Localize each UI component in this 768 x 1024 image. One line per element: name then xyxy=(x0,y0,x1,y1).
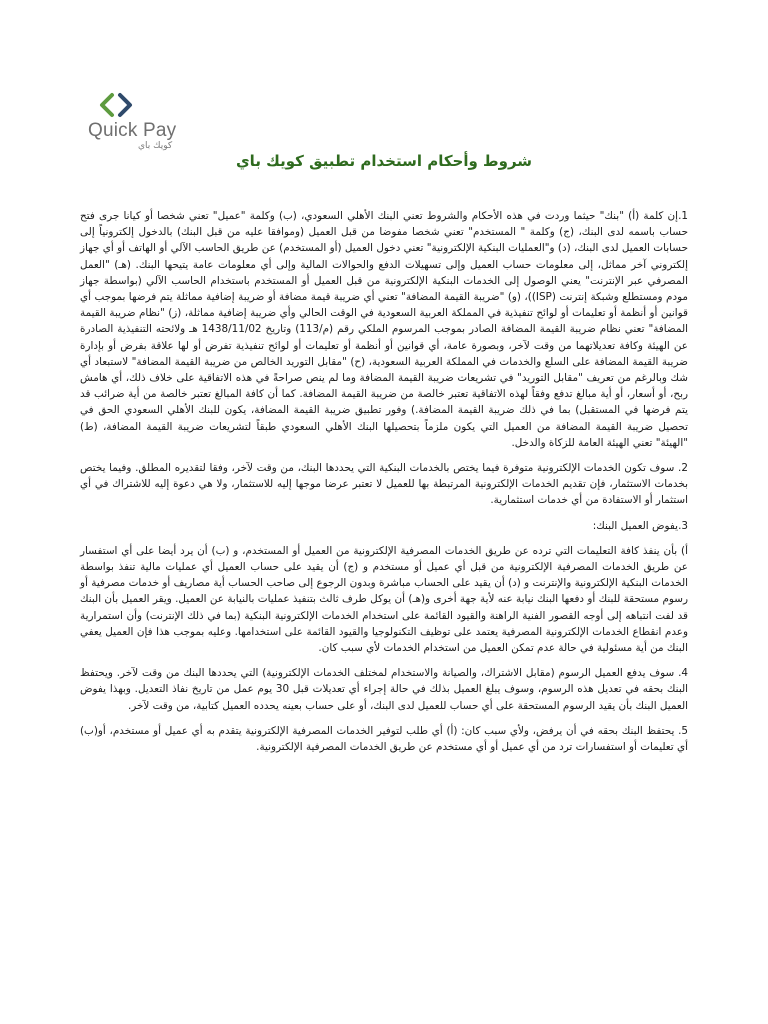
terms-body xyxy=(80,208,688,764)
clause-text: إن كلمة (أ) "بنك" حيثما وردت في هذه الأحكام والشروط تعني البنك الأهلي السعودي، (ب) وكلمة "عميل" تعني شخصا أو كيانا جرى فتح حساب باسمه لدى البنك، (ج) وكلمة " المستخدم" تعني شخصا مفوضا من قبل العميل (وموافقا عليه من قبل البنك) بالدخول إلكترونياً إلى حسابات العميل لدى البنك، (د) و"العمليات البنكية الإلكترونية" تعني دخول العميل (أو المستخدم) عن طريق الحاسب الآلي أو الهاتف أو أي جهاز إلكتروني آخر مماثل، إلى معلومات حساب العميل وإلى تسهيلات الدفع والحوالات المالية وإلى أي معلومات عامة يتيحها البنك. (هـ) "العمل المصرفي عبر الإنترنت" يعني الوصول إلى الخدمات البنكية الإلكترونية من قبل العميل أو المستخدم باستخدام الحاسب الآلي (بواسطة جهاز مودم ومستطلع وشبكة إنترنت (ISP))، (و) "ضريبة القيمة المضافة" تعني أي ضريبة قيمة مضافة أو ضريبة إضافية مماثلة يتم فرضها بموجب أي قوانين أو أنظمة أو تعليمات أو لوائح تنفيذية في المملكة العربية السعودية في الوقت الحالي وأي ضريبة إضافية مماثلة، (ز) "نظام ضريبة القيمة المضافة" تعني نظام ضريبة القيمة المضافة الصادر بموجب المرسوم الملكي رقم (م/113) وتاريخ 1438/11/02 هـ ولائحته التنفيذية الصادرة عن الهيئة وكافة تعديلاتهما من وقت لآخر، وبصورة عامة، أي قوانين أو أنظمة أو تعليمات أو لوائح تنفيذية تفرض أو لها علاقة بفرض أو بإدارة ضريبة القيمة المضافة على السلع والخدمات في المملكة العربية السعودية، (ح) "مقابل التوريد الخالص من ضريبة القيمة المضافة" لاستبعاد أي شك وبالرغم من تعريف "مقابل التوريد" في تشريعات ضريبة القيمة المضافة وما لم ينص صراحةً في هذه الاتفاقية على خلاف ذلك، أي هامش ربح، أو أسعار، أو أية مبالغ تدفع وفقاً لهذه الاتفاقية تعتبر خالصة من ضريبة القيمة المضافة. كما أن كافة المبالغ تعتبر خالصة من أية ضرائب قد يتم فرضها في المستقبل) بما في ذلك ضريبة القيمة المضافة.) وفور تطبيق ضريبة القيمة المضافة، يكون للبنك الأهلي السعودي الحق في تحصيل ضريبة القيمة المضافة من العميل التي يكون ملزماً بتحصيلها البنك الأهلي السعودي طبقاً لتشريعات ضريبة القيمة المضافة، (ط) "الهيئة" تعني الهيئة العامة للزكاة والدخل. xyxy=(80,210,689,449)
clause-3-body xyxy=(80,543,688,656)
clause-text: سوف يدفع العميل الرسوم (مقابل الاشتراك، والصيانة والاستخدام لمختلف الخدمات الإلكترونية) التي يحددها البنك من وقت لآخر. ويحتفظ البنك بحقه في تعديل هذه الرسوم، وسوف يبلغ العميل بذلك في حالة إجراء أي تعديلات قبل 30 يوم عمل من تاريخ نفاذ التعديل. وبهذا يفوض العميل البنك بأن يقيد الرسوم المستحقة على أي حساب للعميل لدى البنك، أو على حساب بعينه يحدده العميل كتابية، من وقت لآخر. xyxy=(80,667,689,712)
quick-pay-logo xyxy=(88,92,218,152)
logo-wordmark: Quick Pay xyxy=(88,120,177,141)
clause-3-heading xyxy=(80,518,688,534)
clause-number: 1. xyxy=(678,210,688,222)
clause-1 xyxy=(80,208,688,451)
clause-4 xyxy=(80,665,688,714)
quick-pay-logo-mark-icon xyxy=(94,92,138,122)
clause-5 xyxy=(80,723,688,755)
clause-number: 2. xyxy=(678,462,688,475)
clause-number: 5. xyxy=(678,724,689,737)
clause-number: 4. xyxy=(678,667,688,680)
clause-text: أ) بأن ينفذ كافة التعليمات التي ترده عن طريق الخدمات المصرفية الإلكترونية من العميل أو المستخدم، و (ب) أن يرد أيضا على أي استفسار عن طريق الخدمات المصرفية الإلكترونية من قبل أي عميل أو مستخدم و (ج) أن يقيد على حساب العميل أي عمليات مالية تنفذ بواسطة الخدمات البنكية الإلكترونية والإنترنت و (د) أن يقيد على الحساب مباشرة وبدون الرجوع إلى صاحب الحساب أية مصاريف أو خدمات مصرفية أو رسوم مستحقة للبنك أو دفعها البنك نيابة عنه لأية جهة أخرى و(هـ) أن يوكل طرف ثالث بتنفيذ عمليات بالنيابة عن العميل. ويقر العميل بأن البنك قد لفت انتباهه إلى أوجه القصور الفنية الراهنة والقيود القائمة على استخدام الخدمات الإلكترونية البنكية (بما في ذلك الإنترنت) وأن استمرارية وعدم انقطاع الخدمات الإلكترونية المصرفية يعتمد على توظيف التكنولوجيا والقيود القائمة على استخدامها. وعليه بموجب هذا فإن العميل يعفي البنك من أية مسئولية في حالة عدم تمكن العميل من استخدام الخدمات لأي سبب كان. xyxy=(80,544,688,655)
clause-text: سوف تكون الخدمات الإلكترونية متوفرة فيما يختص بالخدمات البنكية التي يحددها البنك، من وقت لآخر، وفقا لتقديره المطلق. وفيما يختص بخدمات الاستثمار، فإن تقديم الخدمات الإلكترونية المرتبطة بها للعميل لا تعتبر عرضا موجها إليه للاستثمار، ولا هي دعوة إليه للاشتراك في أي استثمار أو الاستفادة من أي خدمات استثمارية. xyxy=(80,462,688,507)
page-title: شروط وأحكام استخدام تطبيق كويك باي xyxy=(235,152,533,170)
logo-wordmark-arabic: كويك باي xyxy=(138,141,173,151)
clause-number: 3. xyxy=(678,519,688,532)
clause-text: يحتفظ البنك بحقه في أن يرفض، ولأي سبب كان: (أ) أي طلب لتوفير الخدمات المصرفية الإلكترونية يتقدم به أي عميل أو مستخدم، أو(ب) أي تعليمات أو استفسارات ترد من أي عميل أو أي مستخدم عن طريق الخدمات المصرفية الإلكترونية. xyxy=(80,724,688,754)
clause-2 xyxy=(80,460,688,509)
clause-heading: يفوض العميل البنك: xyxy=(592,519,679,532)
